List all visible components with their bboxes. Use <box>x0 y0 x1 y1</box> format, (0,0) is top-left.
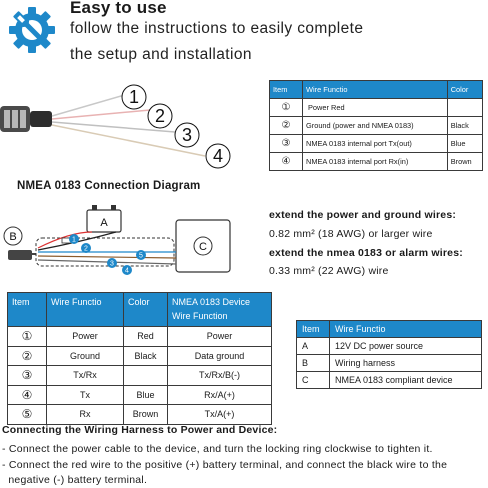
connecting-step-2: - Connect the red wire to the positive (+) battery terminal, and connect the black wire to the <box>2 459 448 471</box>
table-row: ③ Tx/Rx Tx/Rx/B(-) <box>8 366 272 386</box>
svg-text:5: 5 <box>139 252 143 260</box>
svg-text:B: B <box>9 231 17 243</box>
table-row: ④ NMEA 0183 internal port Rx(in) Brown <box>270 153 483 171</box>
svg-text:C: C <box>199 241 207 253</box>
svg-text:1: 1 <box>72 236 76 244</box>
connecting-step-2-cont: negative (-) battery terminal. <box>2 474 148 486</box>
table-row: C NMEA 0183 compliant device <box>297 372 482 389</box>
svg-text:2: 2 <box>84 245 88 253</box>
header-line-2: the setup and installation <box>70 46 252 63</box>
wrench-gear-icon <box>6 4 58 56</box>
cable-wires-illustration <box>0 82 262 174</box>
nmea-wire-title: extend the nmea 0183 or alarm wires: <box>269 247 463 259</box>
connection-diagram <box>0 202 262 282</box>
connecting-step-1: - Connect the power cable to the device, and turn the locking ring clockwise to tighten it. <box>2 443 433 455</box>
wire-callout-3: 3 <box>181 125 193 145</box>
col-function: Wire Functio <box>303 81 448 99</box>
col-item: Item <box>270 81 303 99</box>
table-row: A 12V DC power source <box>297 338 482 355</box>
power-wire-title: extend the power and ground wires: <box>269 209 457 221</box>
table-row: ④ Tx Blue Rx/A(+) <box>8 385 272 405</box>
table-row: ② Ground (power and NMEA 0183) Black <box>270 117 483 135</box>
svg-text:A: A <box>100 217 108 229</box>
wire-callout-2: 2 <box>154 106 166 126</box>
svg-text:3: 3 <box>110 260 114 268</box>
table-row: ① Power Red Power <box>8 327 272 347</box>
connecting-title: Connecting the Wiring Harness to Power and Device: <box>2 424 278 436</box>
wire-callout-1: 1 <box>128 87 140 107</box>
header-line-1: follow the instructions to easily complete <box>70 20 364 37</box>
wire-color-table <box>269 80 483 171</box>
wire-callout-4: 4 <box>212 146 224 166</box>
nmea-wire-value: 0.33 mm² (22 AWG) wire <box>269 265 389 277</box>
col-color: Color <box>447 81 482 99</box>
table-row: ② Ground Black Data ground <box>8 346 272 366</box>
diagram-title: NMEA 0183 Connection Diagram <box>17 180 201 192</box>
table-row: ③ NMEA 0183 internal port Tx(out) Blue <box>270 135 483 153</box>
power-wire-value: 0.82 mm² (18 AWG) or larger wire <box>269 228 433 240</box>
header-title: Easy to use <box>70 0 167 17</box>
component-legend-table: Item Wire Functio A 12V DC power source B Wiring harness C NMEA 0183 compliant device <box>296 320 482 389</box>
table-row: B Wiring harness <box>297 355 482 372</box>
table-row: ⑤ Rx Brown Tx/A(+) <box>8 405 272 425</box>
table-row: ① Power Red <box>270 99 483 117</box>
connector-icon <box>0 106 52 132</box>
svg-text:4: 4 <box>125 267 129 275</box>
device-wiring-table: Item Wire Functio Color NMEA 0183 Device Wire Function ① Power Red Power ② Ground Black Data ground ③ Tx/Rx Tx/Rx/B(-) ④ Tx Blue Rx/A(+) ⑤ Rx Brown Tx/A(+) <box>7 292 272 425</box>
